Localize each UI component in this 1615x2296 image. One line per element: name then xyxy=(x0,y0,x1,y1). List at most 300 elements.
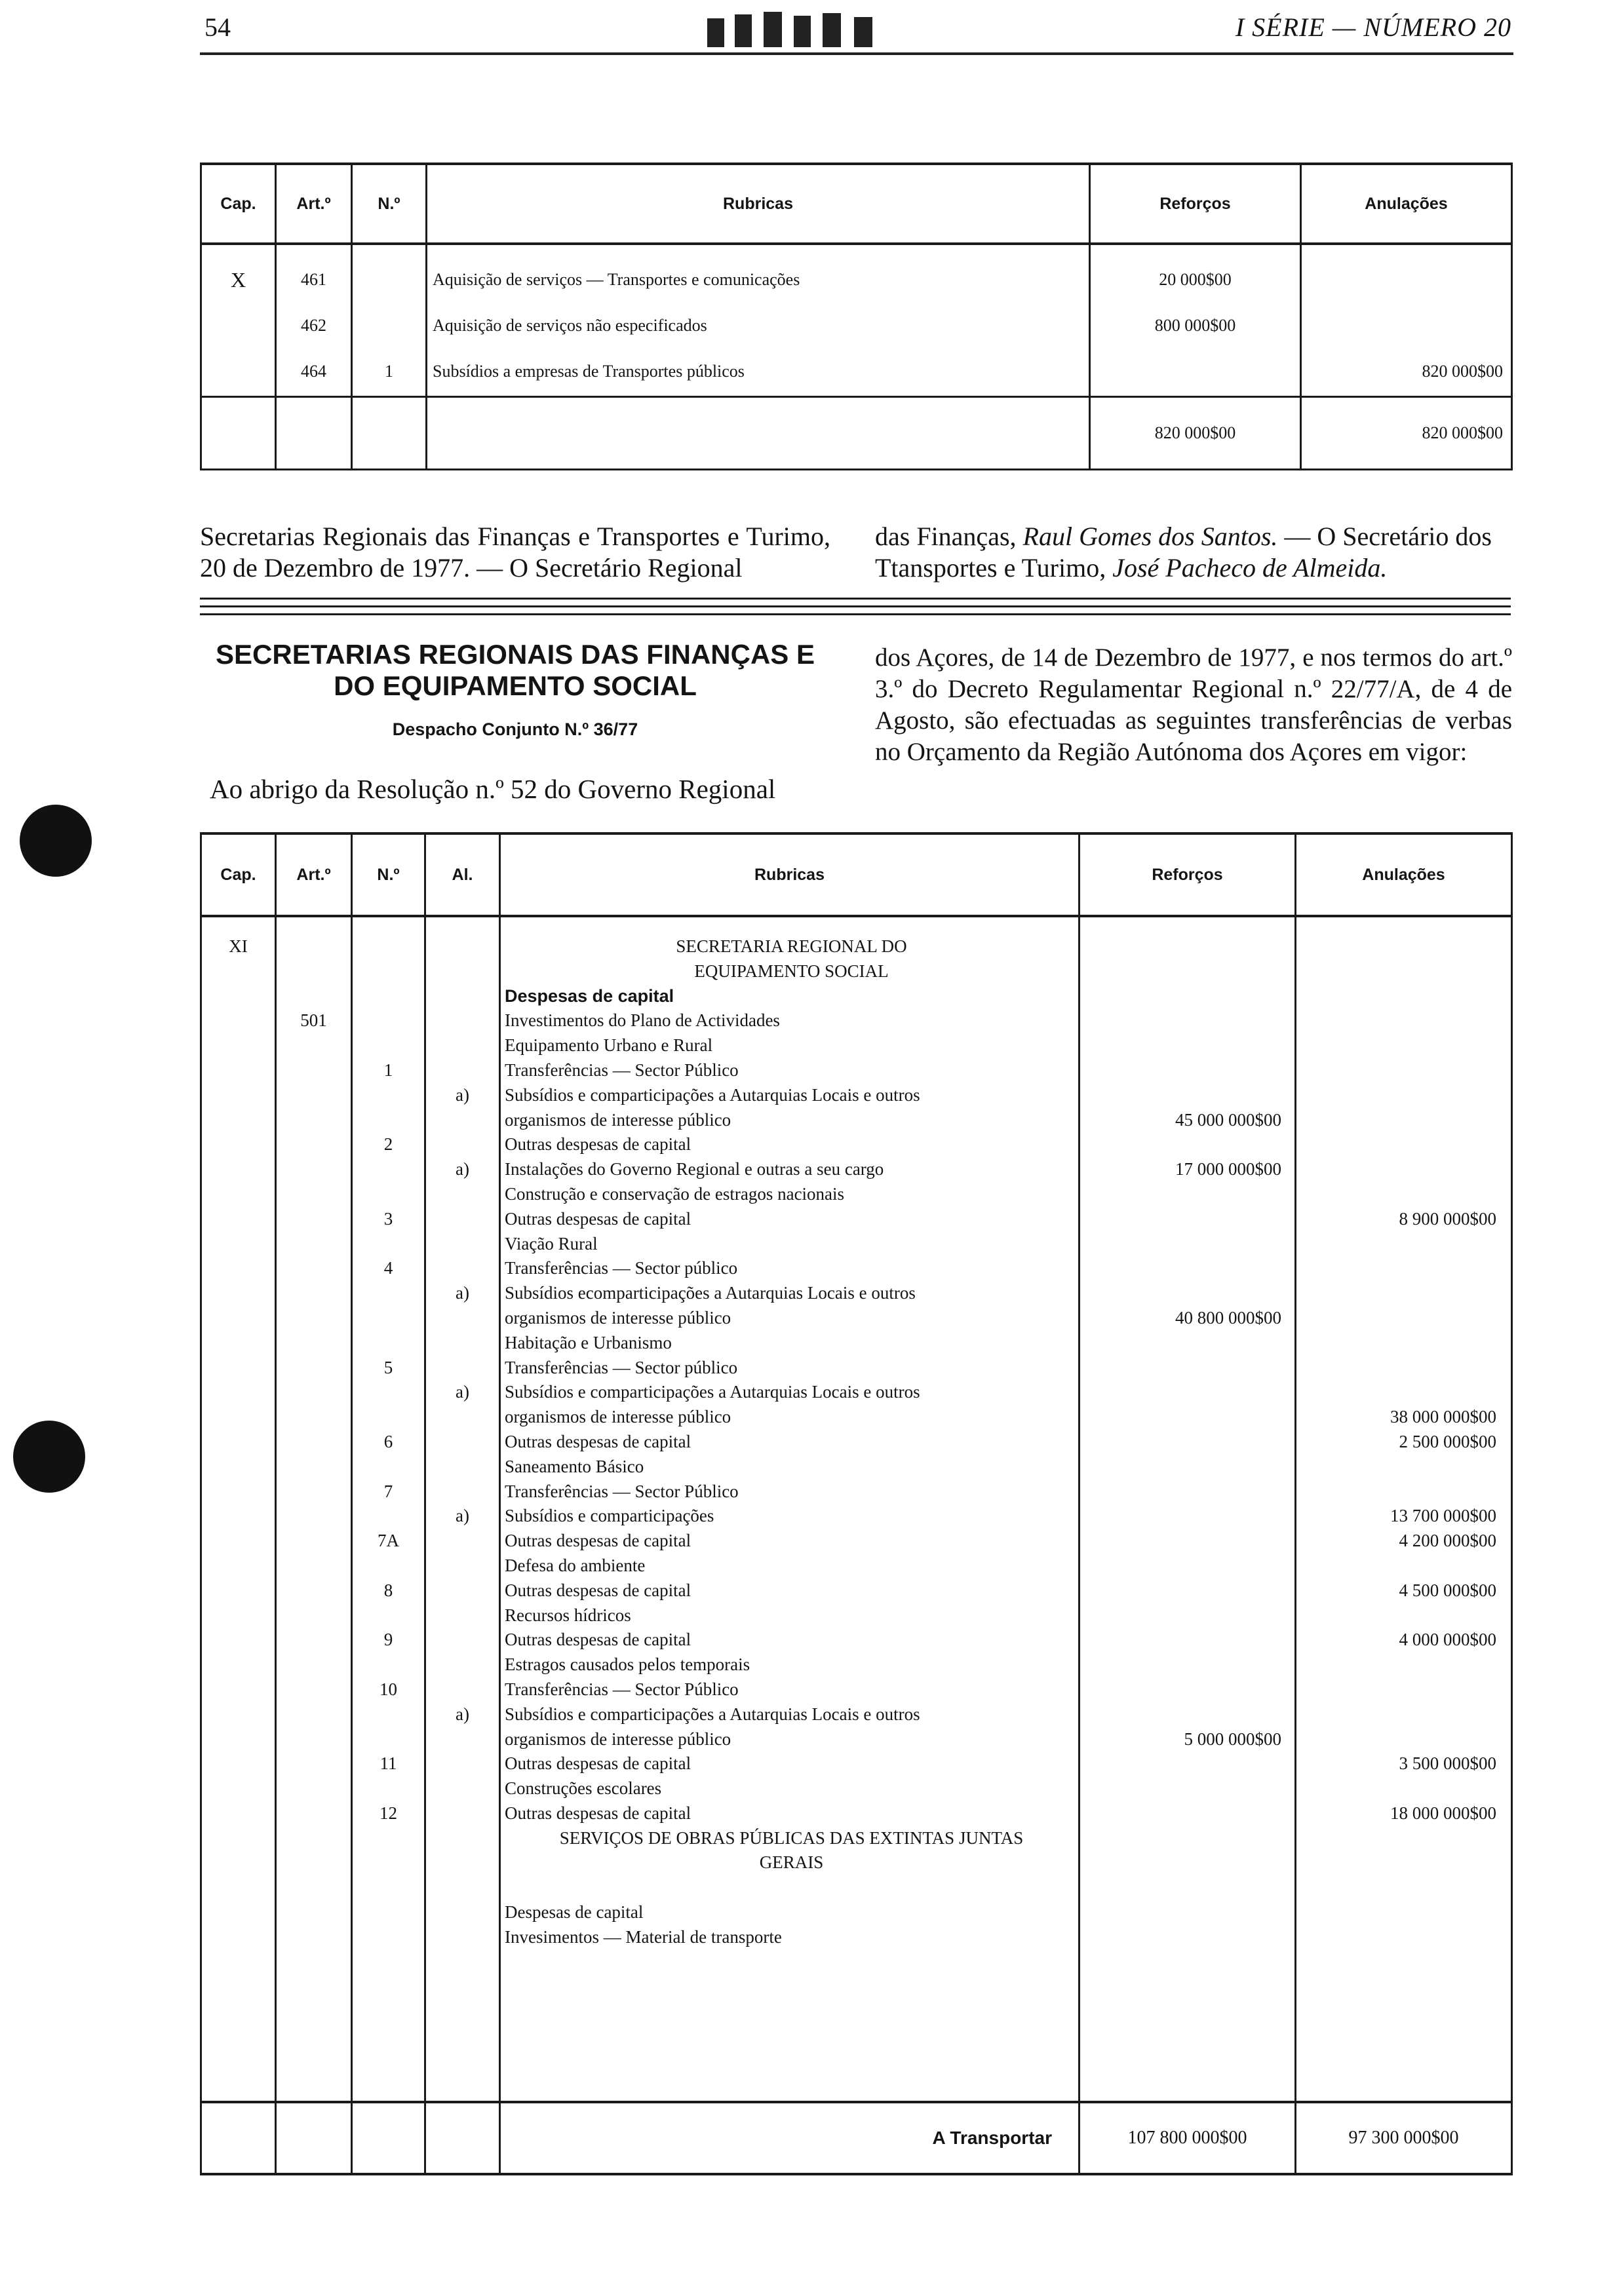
cell-cap xyxy=(202,1875,275,1900)
cell-art xyxy=(277,1455,351,1480)
header-rule xyxy=(200,52,1513,55)
cell-anulacoes xyxy=(1296,1850,1496,1875)
cell-cap xyxy=(202,1529,275,1554)
cell-al xyxy=(426,1331,499,1356)
cell-num xyxy=(353,1380,424,1405)
cell-reforcos xyxy=(1080,1207,1281,1232)
cell-reforcos xyxy=(1080,1281,1281,1306)
cell-anulacoes: 8 900 000$00 xyxy=(1399,1208,1496,1229)
cell-art xyxy=(277,959,351,984)
cell-rubrica: Subsídios e comparticipações a Autarquias Locais e outros xyxy=(505,1704,920,1724)
cell-cap xyxy=(202,1925,275,1950)
cell-num xyxy=(353,1306,424,1331)
cell-art: 461 xyxy=(301,270,326,289)
cell-reforcos xyxy=(1080,1875,1281,1900)
cell-rubrica: SECRETARIA REGIONAL DO xyxy=(676,936,907,956)
cell-art xyxy=(277,1232,351,1257)
cell-art xyxy=(277,1578,351,1603)
cell-rubrica: Construções escolares xyxy=(505,1778,662,1799)
cell-al xyxy=(426,1727,499,1752)
cell-al xyxy=(426,1529,499,1554)
cell-num: 5 xyxy=(383,1357,393,1377)
cell-rubrica: EQUIPAMENTO SOCIAL xyxy=(694,961,889,981)
section-title: SECRETARIAS REGIONAIS DAS FINANÇAS E DO EQUIPAMENTO SOCIAL xyxy=(216,639,815,701)
cell-num: 8 xyxy=(383,1580,393,1600)
cell-rubrica: Outras despesas de capital xyxy=(505,1803,691,1823)
cell-num xyxy=(353,1554,424,1578)
cell-al xyxy=(426,1256,499,1281)
intro-text-left: Ao abrigo da Resolução n.º 52 do Governo Regional xyxy=(210,774,776,804)
al-column xyxy=(426,934,499,1950)
cell-cap xyxy=(202,1455,275,1480)
cell-art xyxy=(277,1281,351,1306)
signatory-name: José Pacheco de Almeida. xyxy=(1112,553,1388,583)
col-header-anulacoes: Anulações xyxy=(1296,833,1512,916)
cell-num: 7A xyxy=(378,1531,399,1551)
cell-art: 464 xyxy=(301,362,326,381)
cell-cap xyxy=(202,1900,275,1925)
cell-num xyxy=(353,1653,424,1677)
cell-reforcos xyxy=(1080,1380,1281,1405)
cell-reforcos xyxy=(1080,1504,1281,1529)
cell-rubrica: Subsídios e comparticipações a Autarquias Locais e outros xyxy=(505,1382,920,1402)
cell-reforcos xyxy=(1080,1182,1281,1207)
cell-art xyxy=(277,1727,351,1752)
cell-cap: X xyxy=(230,268,246,292)
cell-rubrica: Construção e conservação de estragos nacionais xyxy=(505,1183,845,1204)
cell-rubrica: Viação Rural xyxy=(505,1233,598,1253)
cell-cap xyxy=(202,1331,275,1356)
cell-num: 7 xyxy=(383,1481,393,1501)
cell-cap xyxy=(202,1554,275,1578)
cell-al xyxy=(426,1132,499,1157)
cell-art xyxy=(277,1529,351,1554)
cell-reforcos xyxy=(1080,1033,1281,1058)
cell-art xyxy=(277,1033,351,1058)
cell-al xyxy=(426,1108,499,1133)
cell-al: a) xyxy=(456,1084,469,1105)
cell-anulacoes xyxy=(1296,1900,1496,1925)
cell-art xyxy=(277,1058,351,1083)
cell-num xyxy=(353,1281,424,1306)
cell-anulacoes xyxy=(1296,1108,1496,1133)
signature-text: — O Secretário dos Ttansportes e Turimo, xyxy=(875,522,1492,583)
cell-rubrica: Defesa do ambiente xyxy=(505,1555,646,1575)
cell-reforcos xyxy=(1080,1653,1281,1677)
cell-cap xyxy=(202,984,275,1009)
cell-al xyxy=(426,1356,499,1381)
col-header-rubricas: Rubricas xyxy=(500,833,1080,916)
cell-cap xyxy=(202,1108,275,1133)
cell-reforcos xyxy=(1080,934,1281,959)
reforcos-column xyxy=(1080,934,1294,1950)
cell-reforcos xyxy=(1080,959,1281,984)
cell-art xyxy=(277,1256,351,1281)
cell-anulacoes xyxy=(1296,1380,1496,1405)
cell-cap xyxy=(202,1480,275,1504)
cell-anulacoes xyxy=(1296,1455,1496,1480)
cell-num xyxy=(353,1182,424,1207)
cell-art xyxy=(277,1653,351,1677)
cell-rubrica: Habitação e Urbanismo xyxy=(505,1332,672,1352)
cell-num: 12 xyxy=(379,1803,397,1823)
cell-cap xyxy=(202,1826,275,1851)
cell-reforcos xyxy=(1080,1083,1281,1108)
cell-rubrica: SERVIÇOS DE OBRAS PÚBLICAS DAS EXTINTAS JUNTAS xyxy=(559,1827,1024,1848)
cell-num xyxy=(353,1727,424,1752)
cell-reforcos xyxy=(1080,1702,1281,1727)
cell-anulacoes: 13 700 000$00 xyxy=(1390,1506,1496,1526)
cell-al xyxy=(426,1900,499,1925)
cell-cap xyxy=(202,1306,275,1331)
cell-rubrica: Investimentos do Plano de Actividades xyxy=(505,1010,780,1031)
cell-art xyxy=(277,1480,351,1504)
cell-anulacoes: 820 000$00 xyxy=(1422,362,1503,381)
cell-art xyxy=(277,1405,351,1430)
cell-num xyxy=(353,1850,424,1875)
cell-anulacoes xyxy=(1296,959,1496,984)
cell-anulacoes xyxy=(1296,1727,1496,1752)
cell-reforcos xyxy=(1080,1058,1281,1083)
cell-num: 1 xyxy=(385,362,393,381)
cell-reforcos xyxy=(1080,1132,1281,1157)
art-column xyxy=(277,934,351,1950)
col-header-reforcos: Reforços xyxy=(1090,164,1301,244)
cell-num: 11 xyxy=(379,1753,397,1774)
cell-cap xyxy=(202,1430,275,1455)
cell-art xyxy=(277,1603,351,1628)
cell-rubrica: organismos de interesse público xyxy=(505,1729,731,1749)
cell-al xyxy=(426,984,499,1009)
cell-cap xyxy=(202,1677,275,1702)
cell-rubrica: Subsídios e comparticipações a Autarquias Locais e outros xyxy=(505,1084,920,1105)
cell-anulacoes xyxy=(1296,1554,1496,1578)
cell-rubrica: Outras despesas de capital xyxy=(505,1208,691,1229)
cell-anulacoes xyxy=(1296,1256,1496,1281)
cell-rubrica: Outras despesas de capital xyxy=(505,1531,691,1551)
cell-al xyxy=(426,1776,499,1801)
cell-reforcos xyxy=(1080,1628,1281,1653)
cell-reforcos xyxy=(1080,1801,1281,1826)
cell-anulacoes xyxy=(1296,1083,1496,1108)
transfer-table-2 xyxy=(200,832,1513,2175)
cell-reforcos: 800 000$00 xyxy=(1154,316,1236,335)
cell-num xyxy=(353,1702,424,1727)
col-header-art: Art.º xyxy=(276,833,352,916)
cell-al xyxy=(426,1826,499,1851)
cell-reforcos xyxy=(1080,1008,1281,1033)
cell-anulacoes xyxy=(1296,1033,1496,1058)
cell-rubrica: Outras despesas de capital xyxy=(505,1134,691,1155)
cell-cap xyxy=(202,1578,275,1603)
cell-cap xyxy=(202,1628,275,1653)
cell-art xyxy=(277,1380,351,1405)
cell-cap xyxy=(202,959,275,984)
cell-al xyxy=(426,1008,499,1033)
cell-al xyxy=(426,1405,499,1430)
col-header-cap: Cap. xyxy=(201,833,276,916)
table-total-row xyxy=(201,397,1512,470)
cell-anulacoes xyxy=(1296,1653,1496,1677)
cell-reforcos: 17 000 000$00 xyxy=(1175,1159,1281,1179)
cell-art xyxy=(277,1108,351,1133)
cell-al xyxy=(426,1578,499,1603)
table-footer-row xyxy=(201,2102,1512,2174)
cell-num xyxy=(353,1157,424,1182)
cell-cap: XI xyxy=(229,936,248,956)
cell-art xyxy=(277,1430,351,1455)
cell-reforcos: 45 000 000$00 xyxy=(1175,1109,1281,1130)
cell-rubrica: Outras despesas de capital xyxy=(505,1753,691,1774)
cell-rubrica: Equipamento Urbano e Rural xyxy=(505,1035,713,1056)
cell-num xyxy=(353,959,424,984)
total-anulacoes: 820 000$00 xyxy=(1301,397,1512,470)
cell-al xyxy=(426,1875,499,1900)
cell-anulacoes xyxy=(1296,984,1496,1009)
cell-cap xyxy=(202,1603,275,1628)
punch-hole xyxy=(20,805,92,877)
cell-cap xyxy=(202,1157,275,1182)
cell-rubrica: Instalações do Governo Regional e outras a seu cargo xyxy=(505,1159,884,1179)
cell-num: 4 xyxy=(383,1258,393,1278)
cell-art xyxy=(277,1925,351,1950)
cell-art xyxy=(277,1850,351,1875)
cell-rubrica: Recursos hídricos xyxy=(505,1605,631,1625)
cell-reforcos xyxy=(1080,1405,1281,1430)
footer-label: A Transportar xyxy=(500,2102,1080,2174)
col-header-anulacoes: Anulações xyxy=(1301,164,1512,244)
cell-reforcos xyxy=(1080,1529,1281,1554)
cell-cap xyxy=(202,1405,275,1430)
cell-rubrica: Outras despesas de capital xyxy=(505,1431,691,1451)
cell-al xyxy=(426,1430,499,1455)
cell-art xyxy=(277,1751,351,1776)
cell-art: 501 xyxy=(300,1010,327,1031)
cell-cap xyxy=(202,1776,275,1801)
cell-anulacoes xyxy=(1296,1182,1496,1207)
cell-art xyxy=(277,1677,351,1702)
col-header-al: Al. xyxy=(425,833,500,916)
cell-al xyxy=(426,1850,499,1875)
col-header-art: Art.º xyxy=(276,164,352,244)
cell-rubrica: Aquisição de serviços não especificados xyxy=(433,316,707,335)
table-row xyxy=(201,244,1512,397)
cell-rubrica: Transferências — Sector público xyxy=(505,1258,738,1278)
cell-rubrica: Subsídios a empresas de Transportes públicos xyxy=(433,362,745,381)
cell-anulacoes xyxy=(1296,1925,1496,1950)
cell-anulacoes xyxy=(1296,1132,1496,1157)
cell-reforcos: 40 800 000$00 xyxy=(1175,1307,1281,1328)
cell-art xyxy=(277,1826,351,1851)
cell-cap xyxy=(202,1751,275,1776)
cell-num: 3 xyxy=(383,1208,393,1229)
cell-anulacoes xyxy=(1296,1875,1496,1900)
cell-reforcos xyxy=(1080,1578,1281,1603)
cell-rubrica: Subsídios e comparticipações xyxy=(505,1506,714,1526)
signature-text: das Finanças, xyxy=(875,522,1023,551)
cell-num: 6 xyxy=(383,1431,393,1451)
cell-reforcos xyxy=(1080,1554,1281,1578)
cell-anulacoes xyxy=(1296,1008,1496,1033)
page-number: 54 xyxy=(204,12,231,42)
cell-anulacoes: 3 500 000$00 xyxy=(1399,1753,1496,1774)
cell-anulacoes xyxy=(1296,1480,1496,1504)
cell-num xyxy=(353,1083,424,1108)
cell-al xyxy=(426,1058,499,1083)
signature-right xyxy=(875,521,1512,584)
cell-art xyxy=(277,1157,351,1182)
cell-art xyxy=(277,1083,351,1108)
cell-art xyxy=(277,1182,351,1207)
cell-al: a) xyxy=(456,1283,469,1303)
cell-al xyxy=(426,1554,499,1578)
cell-al xyxy=(426,1603,499,1628)
cell-art xyxy=(277,1356,351,1381)
cell-al xyxy=(426,1628,499,1653)
cell-cap xyxy=(202,1380,275,1405)
cell-num xyxy=(353,1033,424,1058)
cell-al xyxy=(426,1480,499,1504)
cell-anulacoes: 18 000 000$00 xyxy=(1390,1803,1496,1823)
cell-al xyxy=(426,1182,499,1207)
cell-num xyxy=(353,1455,424,1480)
col-header-num: N.º xyxy=(352,164,427,244)
cell-reforcos xyxy=(1080,1776,1281,1801)
cell-num xyxy=(353,1826,424,1851)
section-divider xyxy=(200,613,1511,615)
cell-anulacoes xyxy=(1296,1157,1496,1182)
cell-cap xyxy=(202,1207,275,1232)
cell-art xyxy=(277,984,351,1009)
cell-cap xyxy=(202,1033,275,1058)
cell-al xyxy=(426,1033,499,1058)
cell-rubrica: organismos de interesse público xyxy=(505,1109,731,1130)
cell-cap xyxy=(202,1182,275,1207)
cell-anulacoes xyxy=(1296,1306,1496,1331)
cell-al xyxy=(426,1306,499,1331)
cell-cap xyxy=(202,1058,275,1083)
cell-reforcos xyxy=(1080,1455,1281,1480)
cell-reforcos xyxy=(1080,1925,1281,1950)
cell-art xyxy=(277,1331,351,1356)
cell-al xyxy=(426,1455,499,1480)
cell-rubrica: Transferências — Sector público xyxy=(505,1357,738,1377)
cell-num xyxy=(353,1331,424,1356)
cell-anulacoes xyxy=(1296,1776,1496,1801)
cell-reforcos xyxy=(1080,1900,1281,1925)
cap-column xyxy=(202,934,275,1950)
cell-rubrica xyxy=(505,1875,1078,1900)
total-reforcos: 820 000$00 xyxy=(1090,397,1301,470)
cell-art xyxy=(277,934,351,959)
cell-anulacoes xyxy=(1296,1232,1496,1257)
cell-reforcos xyxy=(1080,1677,1281,1702)
anulacoes-column xyxy=(1296,934,1511,1950)
cell-reforcos xyxy=(1080,1331,1281,1356)
cell-al xyxy=(426,1925,499,1950)
transfer-table-1 xyxy=(200,163,1513,470)
cell-reforcos xyxy=(1080,1430,1281,1455)
punch-hole xyxy=(13,1421,85,1493)
cell-reforcos: 20 000$00 xyxy=(1159,270,1232,289)
cell-reforcos xyxy=(1080,1356,1281,1381)
cell-anulacoes xyxy=(1296,1356,1496,1381)
cell-num xyxy=(353,934,424,959)
cell-reforcos xyxy=(1080,984,1281,1009)
cell-num: 1 xyxy=(383,1060,393,1080)
cell-art xyxy=(277,1132,351,1157)
cell-al xyxy=(426,959,499,984)
cell-num xyxy=(353,1875,424,1900)
cell-al xyxy=(426,1232,499,1257)
rubricas-column xyxy=(501,934,1078,1950)
cell-num xyxy=(353,984,424,1009)
cell-reforcos xyxy=(1080,1826,1281,1851)
cell-al xyxy=(426,1207,499,1232)
cell-rubrica: Transferências — Sector Público xyxy=(505,1481,739,1501)
cell-anulacoes: 4 000 000$00 xyxy=(1399,1630,1496,1650)
cell-art xyxy=(277,1628,351,1653)
cell-cap xyxy=(202,1850,275,1875)
cell-rubrica: Invesimentos — Material de transporte xyxy=(505,1926,782,1947)
cell-rubrica: organismos de interesse público xyxy=(505,1407,731,1427)
cell-reforcos xyxy=(1080,1256,1281,1281)
cell-cap xyxy=(202,1653,275,1677)
col-header-cap: Cap. xyxy=(201,164,276,244)
cell-cap xyxy=(202,1083,275,1108)
cell-anulacoes xyxy=(1296,1281,1496,1306)
cell-anulacoes: 38 000 000$00 xyxy=(1390,1407,1496,1427)
col-header-rubricas: Rubricas xyxy=(427,164,1090,244)
cell-art xyxy=(277,1207,351,1232)
cell-art xyxy=(277,1504,351,1529)
cell-rubrica: Estragos causados pelos temporais xyxy=(505,1655,750,1675)
table-body xyxy=(201,916,1512,2102)
signatory-name: Raul Gomes dos Santos. xyxy=(1022,522,1278,551)
cell-reforcos xyxy=(1080,1480,1281,1504)
cell-cap xyxy=(202,1504,275,1529)
cell-rubrica: Despesas de capital xyxy=(505,1902,644,1923)
cell-art xyxy=(277,1875,351,1900)
series-label: I SÉRIE — NÚMERO 20 xyxy=(1235,12,1511,42)
cell-art xyxy=(277,1801,351,1826)
cell-anulacoes: 4 500 000$00 xyxy=(1399,1580,1496,1600)
cell-num xyxy=(353,1504,424,1529)
cell-cap xyxy=(202,1281,275,1306)
cell-rubrica: Saneamento Básico xyxy=(505,1456,644,1476)
cell-cap xyxy=(202,1132,275,1157)
cell-cap xyxy=(202,1356,275,1381)
cell-num xyxy=(353,1900,424,1925)
cell-rubrica: Outras despesas de capital xyxy=(505,1630,691,1650)
cell-al: a) xyxy=(456,1159,469,1179)
cell-al xyxy=(426,1801,499,1826)
cell-num xyxy=(353,1603,424,1628)
cell-anulacoes: 4 200 000$00 xyxy=(1399,1531,1496,1551)
cell-rubrica: Subsídios ecomparticipações a Autarquias Locais e outros xyxy=(505,1283,916,1303)
cell-al xyxy=(426,1677,499,1702)
cell-anulacoes xyxy=(1296,1826,1496,1851)
cell-rubrica: GERAIS xyxy=(759,1852,824,1873)
cell-cap xyxy=(202,1727,275,1752)
cell-cap xyxy=(202,1801,275,1826)
cell-cap xyxy=(202,1232,275,1257)
cell-art xyxy=(277,1554,351,1578)
cell-num xyxy=(353,1008,424,1033)
cell-cap xyxy=(202,1008,275,1033)
despacho-label: Despacho Conjunto N.º 36/77 xyxy=(392,719,638,739)
cell-al: a) xyxy=(456,1704,469,1724)
